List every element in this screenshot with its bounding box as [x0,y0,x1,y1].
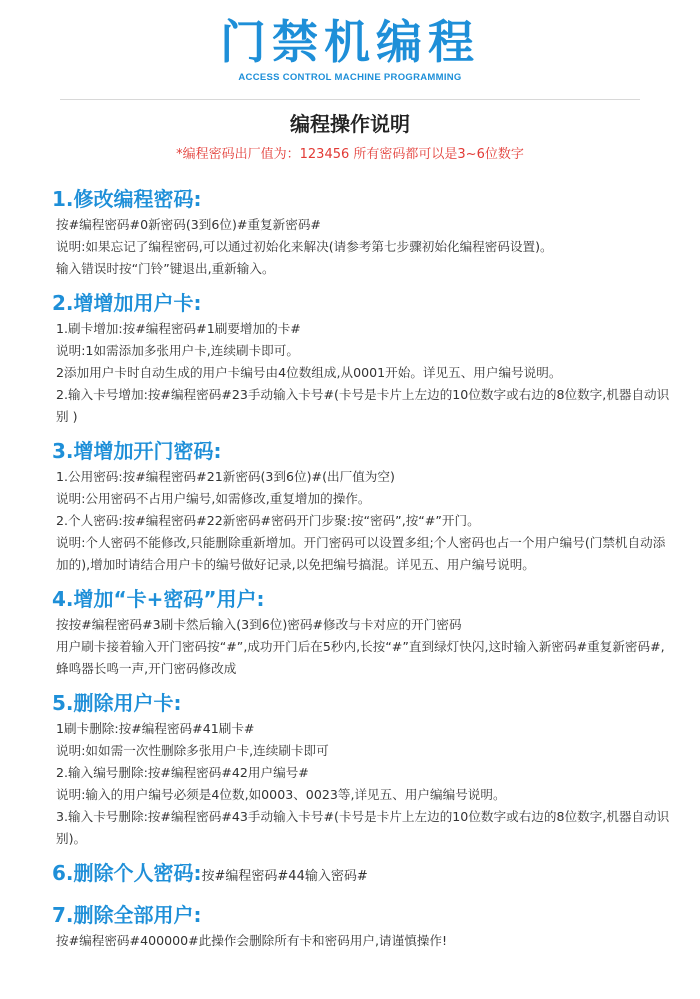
section-line: 按#编程密码#400000#此操作会删除所有卡和密码用户,请谨慎操作! [56,933,448,948]
section-line: 说明:如如需一次性删除多张用户卡,连续刷卡即可 [56,743,329,758]
section-heading-text: 2.增增加用户卡: [52,291,202,315]
section-heading-text: 7.删除全部用户: [52,903,202,927]
section-line: 说明:1如需添加多张用户卡,连续刷卡即可。 [56,343,299,358]
section-line: 说明:个人密码不能修改,只能删除重新增加。开门密码可以设置多组;个人密码也占一个用户编号(门禁机自动添加的),增加时请结合用户卡的编号做好记录,以免把编号搞混。详见五、用户编号说明。 [56,535,666,572]
section-4 [52,584,670,680]
page-subtitle: ACCESS CONTROL MACHINE PROGRAMMING [238,72,462,83]
password-notice: *编程密码出厂值为：123456 所有密码都可以是3~6位数字 [176,147,524,162]
header-divider [60,99,640,100]
doc-title: 编程操作说明 [290,112,410,136]
section-line: 3.输入卡号删除:按#编程密码#43手动输入卡号#(卡号是卡片上左边的10位数字或右边的8位数字,机器自动识别)。 [56,809,670,846]
section-line: 输入错误时按“门铃”键退出,重新输入。 [56,261,275,276]
section-heading [52,584,670,614]
section-line: 1.刷卡增加:按#编程密码#1刷要增加的卡# [56,321,301,336]
section-1 [52,184,670,280]
section-heading [52,436,670,466]
section-heading-text: 6.删除个人密码: [52,861,202,885]
sections-list [0,184,700,952]
section-line: 2.输入编号删除:按#编程密码#42用户编号# [56,765,309,780]
section-heading [52,288,670,318]
section-line: 2.输入卡号增加:按#编程密码#23手动输入卡号#(卡号是卡片上左边的10位数字或右边的8位数字,机器自动识别 ) [56,387,670,424]
section-heading [52,184,670,214]
section-line: 1.公用密码:按#编程密码#21新密码(3到6位)#(出厂值为空) [56,469,395,484]
section-5 [52,688,670,850]
section-line: 2添加用户卡时自动生成的用户卡编号由4位数组成,从0001开始。详见五、用户编号说明。 [56,365,562,380]
section-2 [52,288,670,428]
section-line: 说明:公用密码不占用户编号,如需修改,重复增加的操作。 [56,491,371,506]
section-heading-text: 5.删除用户卡: [52,691,182,715]
section-heading [52,688,670,718]
section-line: 用户刷卡接着输入开门密码按“#”,成功开门后在5秒内,长按“#”直到绿灯快闪,这时输入新密码#重复新密码#,蜂鸣器长鸣一声,开门密码修改成 [56,639,665,676]
section-line: 2.个人密码:按#编程密码#22新密码#密码开门步聚:按“密码”,按“#”开门。 [56,513,480,528]
section-line: 按#编程密码#0新密码(3到6位)#重复新密码# [56,217,321,232]
section-heading-text: 4.增加“卡+密码”用户: [52,587,265,611]
section-line: 按按#编程密码#3刷卡然后输入(3到6位)密码#修改与卡对应的开门密码 [56,617,462,632]
section-line: 1刷卡删除:按#编程密码#41刷卡# [56,721,255,736]
section-3 [52,436,670,576]
section-heading-text: 3.增增加开门密码: [52,439,222,463]
section-line: 说明:输入的用户编号必须是4位数,如0003、0023等,详见五、用户编编号说明。 [56,787,506,802]
section-6 [52,858,670,892]
section-line: 说明:如果忘记了编程密码,可以通过初始化来解决(请参考第七步骤初始化编程密码设置)。 [56,239,553,254]
section-heading [52,900,670,930]
section-heading-text: 1.修改编程密码: [52,187,202,211]
section-7 [52,900,670,952]
page-title: 门禁机编程 [220,15,480,69]
header [0,0,700,83]
section-inline-text: 按#编程密码#44输入密码# [201,869,368,884]
section-heading [52,858,670,892]
